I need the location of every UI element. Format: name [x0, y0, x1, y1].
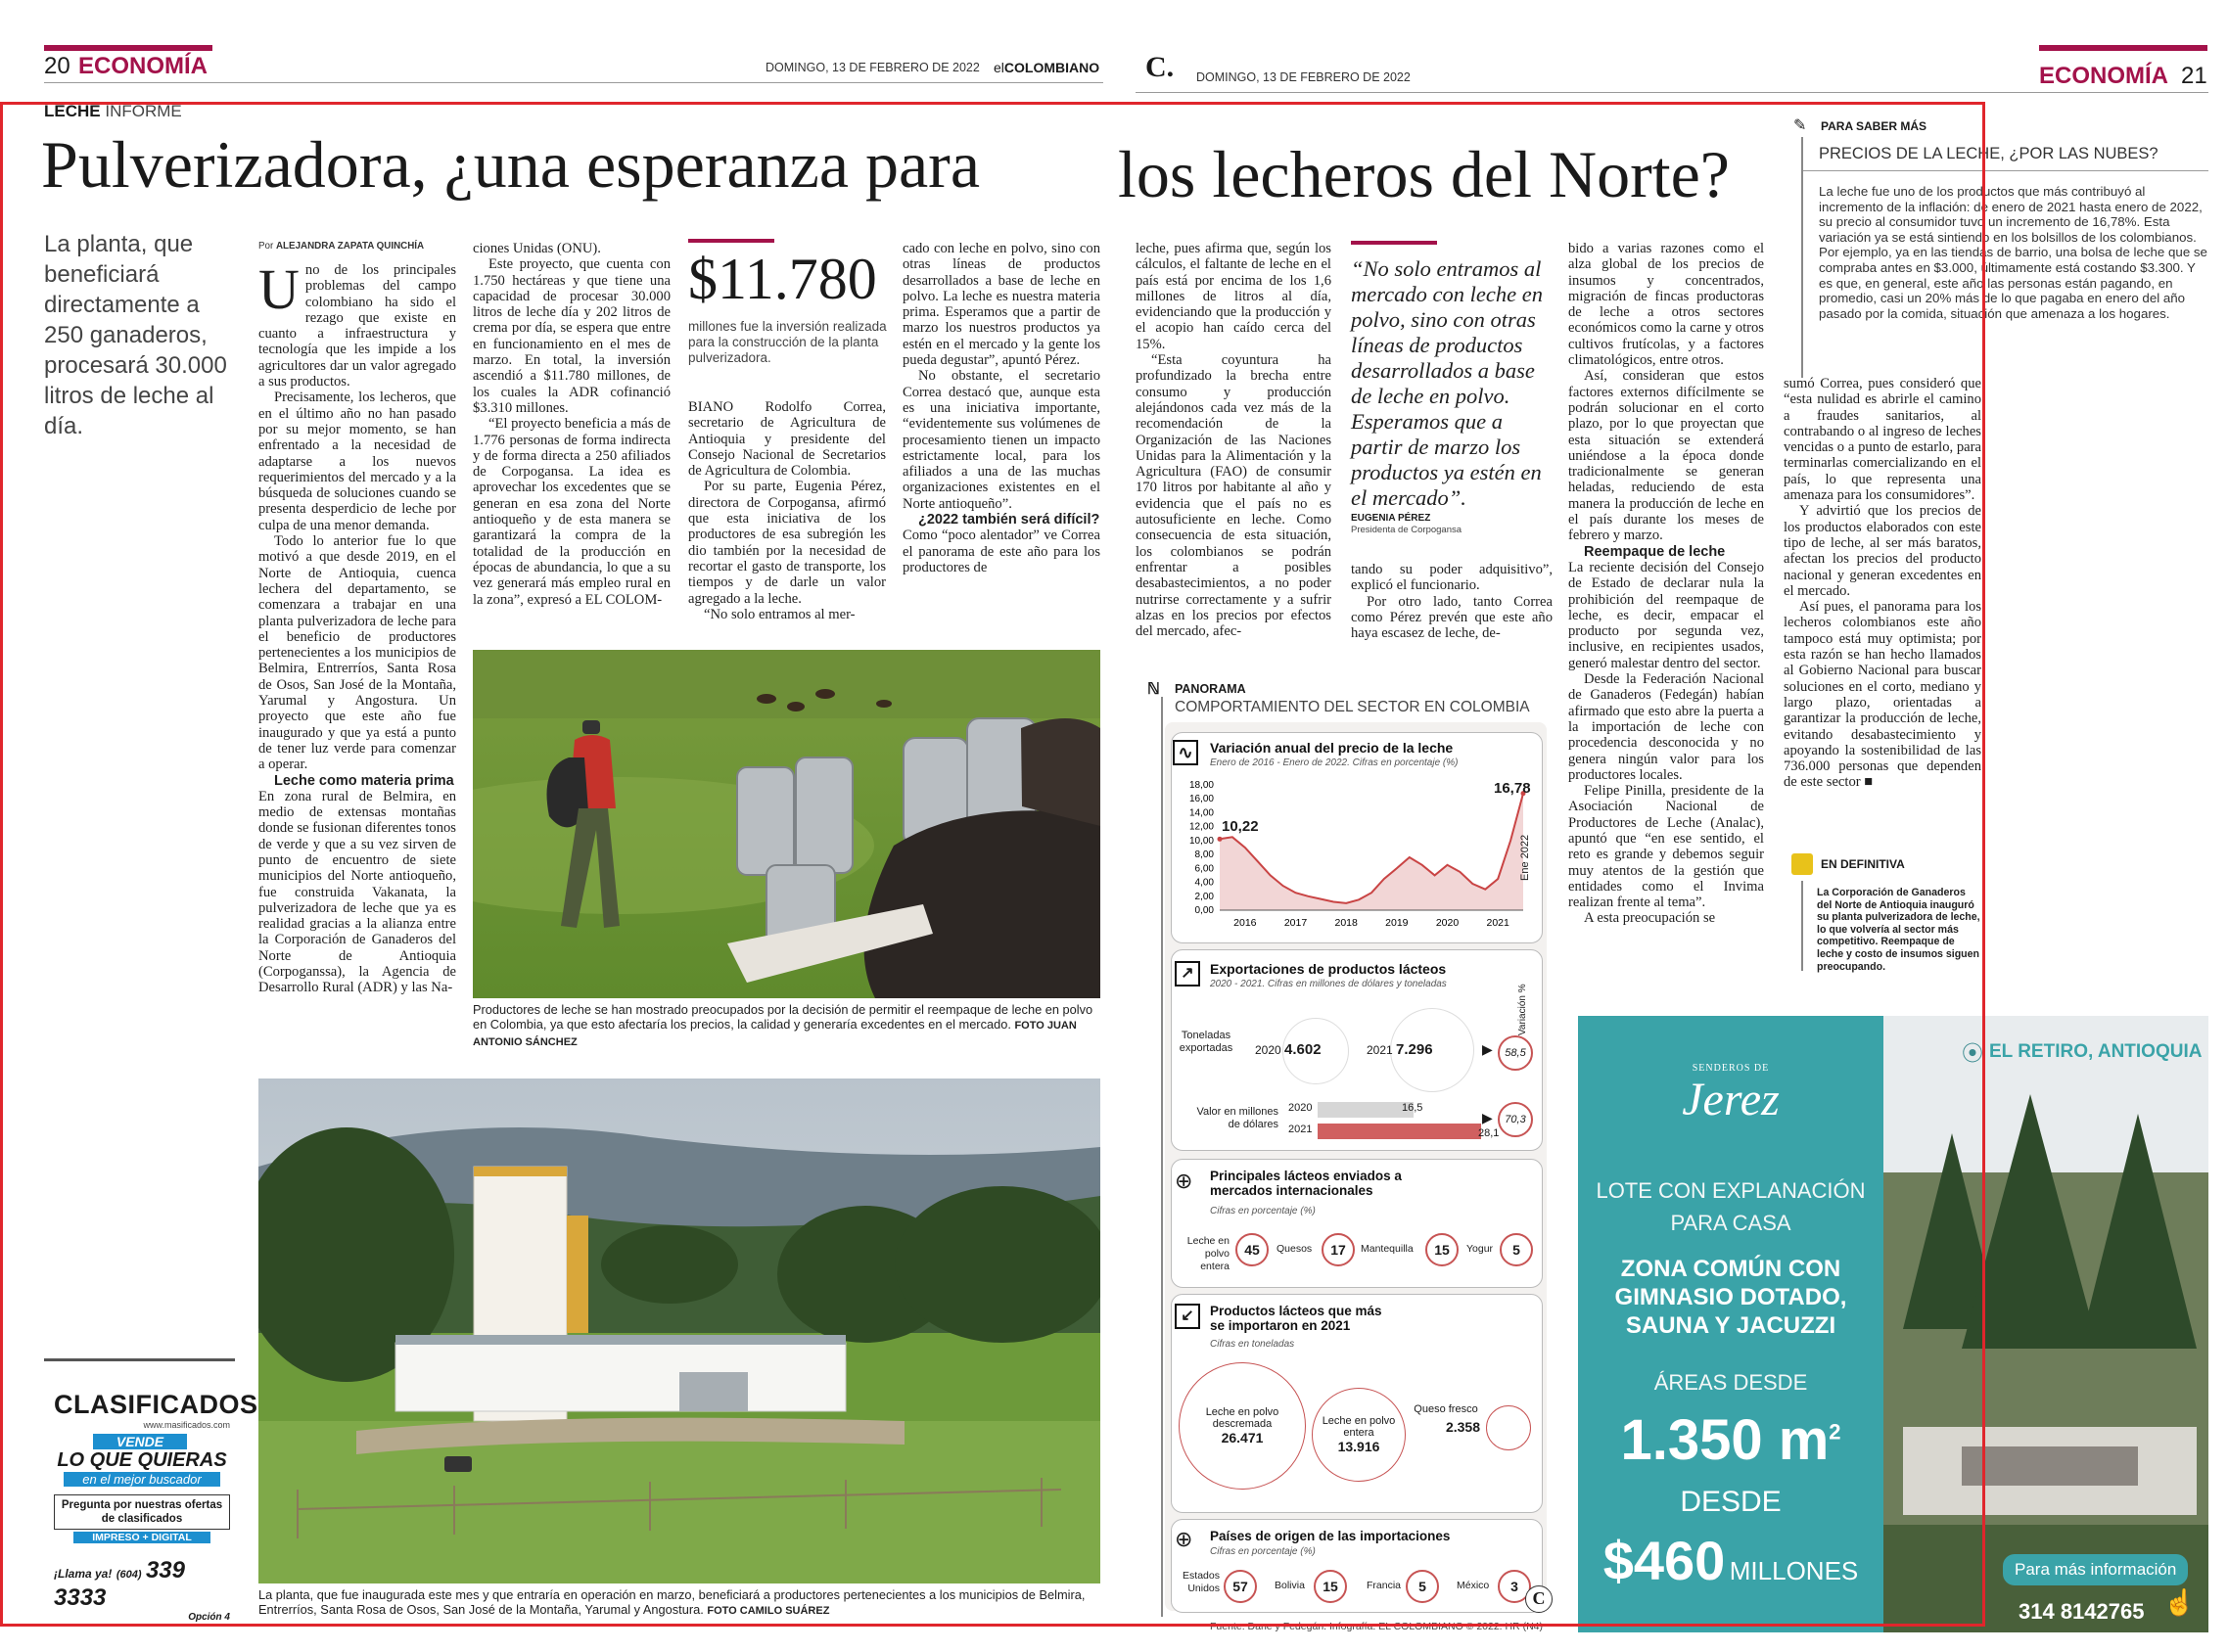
subhead-reempaque: Reempaque de leche: [1584, 543, 1726, 560]
right-logo: C.: [1145, 51, 1175, 83]
y-tick-label: 0,00: [1194, 905, 1214, 916]
figure-box-value: $11.780: [688, 247, 877, 311]
column-6: tando su poder adquisitivo”, explicó el funcionario. Por otro lado, tanto Correa como Pérez prevén que este año haya escasez de leche, de-: [1351, 562, 1553, 642]
right-section-name: ECONOMÍA: [2039, 63, 2168, 89]
kicker: LECHE INFORME: [44, 102, 182, 120]
photo2-caption: La planta, que fue inaugurada este mes y que entraría en operación en marzo, beneficiará a productores pertenecientes a los municipios de Belmira, Entrerríos, Santa Rosa de Osos, San José de la Montaña, Yarumal y Angostura. FOTO CAMILO SUÁREZ: [258, 1587, 1086, 1617]
y-tick-label: 14,00: [1188, 807, 1214, 819]
origin-value-4: 3: [1498, 1570, 1531, 1603]
y-tick-label: 6,00: [1194, 863, 1214, 875]
ad-areas: ÁREAS DESDE: [1653, 1370, 1808, 1395]
import-bubble-1: Leche en polvo descremada 26.471: [1179, 1362, 1306, 1490]
exports-subtitle: 2020 - 2021. Cifras en millones de dólares y toneladas: [1210, 979, 1447, 989]
column-7: bido a varias razones como el alza global de los precios de insumos y concentrados, migración de fincas productoras de leche a otros sectores económicos como la carne y otros cultivos frutícolas, y a factores climatológicos, entre otros. Así, consideran que estos factores externos difícilmente se podrán solucionar en el corto plazo, por lo que proyectan que esta situación se extenderá uniéndose a la época donde tradicionalmente se generan heladas, reduciendo de esta manera la producción de leche en el país durante los meses de febrero y marzo. Reempaque de leche La reciente decisión del Consejo de Estado de declarar nula la prohibición del reempaque de leche, es decir, empacar el producto por segunda vez, inclusive, en recipientes usados, generó malestar dentro del sector. Desde la Federación Nacional de Ganaderos (Fedegán) habían afirmado que esto abre la puerta a la importación de leche con procedencia desconocida y no genera ningún valor para los productores locales. Felipe Pinilla, presidente de la Asociación Nacional de Productores de Leche (Analac), apuntó que “en ese sentido, el reto es grande y debemos seguir muy atentos de la gestión que entidades como el Invima realizan frente al tema”. A esta preocupación se: [1568, 241, 1764, 927]
origin-label-4: México: [1457, 1580, 1490, 1591]
pullquote-name: EUGENIA PÉREZ: [1351, 513, 1431, 524]
exports-title: Exportaciones de productos lácteos: [1210, 961, 1447, 977]
y-tick-label: 4,00: [1194, 877, 1214, 889]
export-arrow-icon: ↗: [1175, 961, 1200, 987]
origin-label-1: Estados Unidos: [1183, 1570, 1220, 1594]
clasificados-phone: 339 3333: [54, 1557, 185, 1611]
origin-value-2: 15: [1314, 1570, 1347, 1603]
definitiva-icon: [1791, 853, 1813, 875]
saber-title: PRECIOS DE LA LECHE, ¿POR LAS NUBES?: [1819, 145, 2158, 162]
saber-kicker: PARA SABER MÁS: [1821, 119, 1927, 133]
clasificados-rule: [44, 1358, 235, 1361]
deck: La planta, que beneficiará directamente a 250 ganaderos, procesará 30.000 litros de leche al día.: [44, 231, 227, 439]
chart-label-start: 10,22: [1222, 818, 1259, 835]
data-point: [1218, 837, 1223, 842]
ad-price: $460 MILLONES: [1602, 1530, 1859, 1591]
ad-phone[interactable]: 314 8142765: [2019, 1599, 2145, 1624]
y-tick-label: 18,00: [1188, 780, 1214, 791]
x-tick-label: 2020: [1435, 917, 1460, 929]
usd-2020: 16,5: [1402, 1102, 1423, 1114]
x-tick-label: 2019: [1385, 917, 1409, 929]
pullquote-role: Presidenta de Corpogansa: [1351, 525, 1462, 535]
chart-subtitle: Enero de 2016 - Enero de 2022. Cifras en porcentaje (%): [1210, 757, 1459, 768]
dest-value-2: 17: [1322, 1233, 1355, 1266]
location-pin-icon: ⦿: [1962, 1041, 1984, 1066]
ad-area-value: 1.350 $m^2$: [1620, 1408, 1841, 1472]
clasificados-logo: CLASIFICADOS: [54, 1390, 258, 1419]
globe-icon-2: ⊕: [1175, 1527, 1193, 1551]
origins-subtitle: Cifras en porcentaje (%): [1210, 1546, 1316, 1557]
dest-label-3: Mantequilla: [1361, 1243, 1414, 1255]
origin-label-3: Francia: [1367, 1580, 1402, 1591]
imports-title: Productos lácteos que más se importaron en 2021: [1210, 1304, 1382, 1333]
ad-brand-small: SENDEROS DE: [1692, 1063, 1770, 1074]
column-3: BIANO Rodolfo Correa, secretario de Agricultura de Antioquia y presidente del Consejo Nacional de Secretarios de Agricultura de Colombia. Por su parte, Eugenia Pérez, directora de Corpogansa, afirmó que esta iniciativa de los productores de esa subregión les dio también por la necesidad de recortar el gasto de transporte, los tiempos y de darle un valor agregado a la leche. “No solo entramos al mer-: [688, 399, 886, 622]
x-tick-label: 2021: [1486, 917, 1509, 929]
headline-left: Pulverizadora, ¿una esperanza para: [41, 127, 981, 202]
import-arrow-icon: ↙: [1175, 1304, 1200, 1329]
definitiva-kicker: EN DEFINITIVA: [1821, 857, 1905, 871]
tons-variation: 58,5: [1498, 1035, 1533, 1071]
left-page-number: 20: [44, 53, 70, 79]
clasificados-ad[interactable]: CLASIFICADOS www.masificados.com VENDE LO QUE QUIERAS en el mejor buscador Pregunta por nuestras ofertas de clasificados IMPRESO + DIGITAL ¡Llama ya! (604) 339 3333 Opción 4: [54, 1390, 258, 1623]
usd-2021: 28,1: [1478, 1127, 1500, 1139]
subhead-2022: ¿2022 también será difícil?: [918, 512, 1100, 528]
x-tick-label: 2016: [1233, 917, 1257, 929]
panorama-kicker: PANORAMA: [1175, 682, 1246, 696]
x-tick-label: 2017: [1283, 917, 1308, 929]
panorama-icon: ℕ: [1147, 681, 1160, 698]
usd-arrow-icon: ▶: [1482, 1110, 1493, 1125]
dest-subtitle: Cifras en porcentaje (%): [1210, 1206, 1316, 1216]
colombiano-logo-icon: C: [1525, 1585, 1553, 1613]
byline: Por ALEJANDRA ZAPATA QUINCHÍA: [258, 241, 425, 252]
usd-2020-year: 2020: [1288, 1102, 1313, 1114]
definitiva-body: La Corporación de Ganaderos del Norte de Antioquia inauguró su planta pulverizadora de leche, lo que volvería al sector más competitivo. Reempaque de leche y costo de insumos siguen preocupando.: [1817, 887, 1980, 973]
y-tick-label: 8,00: [1194, 849, 1214, 861]
right-page-number: 21: [2181, 63, 2207, 89]
tons-2020: 2020 4.602: [1255, 1041, 1322, 1058]
ad-photo: [1883, 1016, 2208, 1632]
x-tick-label: 2018: [1334, 917, 1358, 929]
real-estate-ad[interactable]: [1578, 1016, 2208, 1632]
left-page-date: DOMINGO, 13 DE FEBRERO DE 2022: [766, 61, 980, 74]
column-4: cado con leche en polvo, sino con otras líneas de productos desarrollados a base de leche en polvo. La leche es nuestra materia prima. Esperamos que a partir de marzo los nuestros productos ya estén en el mercado y la gente los pueda degustar”, apuntó Pérez. No obstante, el secretario Correa destacó que, aunque esta es una iniciativa importante, “evidentemente sus volúmenes de procesamiento tienen un impacto estrictamente local, para los afiliados a una de las muchas organizaciones existentes en el Norte antioqueño”. ¿2022 también será difícil? Como “poco alentador” ve Correa el panorama de este año para los productores de: [903, 241, 1100, 575]
left-section-bar: [44, 45, 212, 51]
import-value-3: 2.358: [1445, 1419, 1480, 1435]
right-section-bar: [2039, 45, 2207, 51]
tons-arrow-icon: ▶: [1482, 1041, 1493, 1057]
import-bubble-3: [1486, 1405, 1531, 1450]
ad-desde: DESDE: [1680, 1486, 1782, 1518]
saber-icon: ✎: [1793, 117, 1807, 134]
imports-subtitle: Cifras en toneladas: [1210, 1339, 1295, 1350]
usd-2021-year: 2021: [1288, 1124, 1313, 1135]
chart-label-end: 16,78: [1494, 780, 1531, 797]
subhead-materia-prima: Leche como materia prima: [274, 772, 454, 789]
panorama-title: COMPORTAMIENTO DEL SECTOR EN COLOMBIA: [1175, 699, 1530, 715]
usd-2020-bar: [1318, 1102, 1414, 1118]
infographic-source: Fuente: Dane y Fedegán. Infografía: EL COLOMBIANO © 2022. HR (N4): [1210, 1621, 1544, 1632]
figure-box-bar: [688, 239, 774, 243]
y-tick-label: 16,00: [1188, 794, 1214, 805]
import-label-3: Queso fresco: [1414, 1403, 1478, 1415]
origin-value-3: 5: [1406, 1570, 1439, 1603]
ad-line2: ZONA COMÚN CON GIMNASIO DOTADO, SAUNA Y JACUZZI: [1614, 1256, 1847, 1339]
chart-title: Variación anual del precio de la leche: [1210, 740, 1454, 756]
pullquote: “No solo entramos al mercado con leche en polvo, sino con otras líneas de productos desarrollados a base de leche en polvo. Esperamos que a partir de marzo los productos ya estén en el mercado”.: [1351, 256, 1543, 510]
tons-2021: 2021 7.296: [1367, 1041, 1433, 1058]
dest-value-3: 15: [1425, 1233, 1459, 1266]
y-tick-label: 2,00: [1194, 891, 1214, 902]
dest-label-1: Leche en polvo entera: [1186, 1235, 1230, 1272]
usd-2021-bar: [1318, 1124, 1481, 1139]
photo1-caption: Productores de leche se han mostrado preocupados por la decisión de permitir el reempaque de leche en polvo en Colombia, ya que esto afectaría los precios, la calidad y generaría excedentes en el mercado. FOTO JUAN ANTONIO SÁNCHEZ: [473, 1002, 1093, 1048]
left-section-name: ECONOMÍA: [78, 53, 208, 79]
tons-label: Toneladas exportadas: [1179, 1030, 1233, 1054]
drop-cap: U: [258, 257, 300, 321]
usd-variation: 70,3: [1498, 1102, 1533, 1137]
globe-icon: ⊕: [1175, 1169, 1193, 1193]
photo-milk-plant: [258, 1078, 1100, 1583]
milk-price-chart: [1171, 773, 1541, 940]
column-1: Uno de los principales problemas del campo colombiano ha sido el rezago que existe en cuanto a infraestructura y tecnología que les impide a los agricultores dar un valor agregado a sus productos. Precisamente, los lecheros, que en el último año no han pasado por su mejor momento, se han enfrentado a la necesidad de adaptarse a los nuevos requerimientos del mercado y a la búsqueda de soluciones cuando se presenta desperdicio de leche por culpa de una menor demanda. Todo lo anterior fue lo que motivó a que desde 2019, en el Norte de Antioquia, cuenca lechera del departamento, se comenzara a trabajar en una planta pulverizadora de leche para el beneficio de productores pertenecientes a los municipios de Belmira, Entrerríos, Santa Rosa de Osos, San José de la Montaña, Yarumal y Angostura. Un proyecto que este año fue inaugurado y que ya está a punto de tener luz verde para comenzar a operar. Leche como materia prima En zona rural de Belmira, en medio de extensas montañas donde se fusionan diferentes tonos de verde y que a su vez sirven de punto de encuentro de siete municipios del Norte antioqueño, fue construida Vakanata, la pulverizadora de leche que ya es realidad gracias a la alianza entre la Corporación de Ganaderos del Norte de Antioquia (Corpoganssa), la Agencia de Desarrollo Rural (ADR) y las Na-: [258, 257, 456, 996]
chart-end-label: Ene 2022: [1519, 834, 1531, 881]
column-8: sumó Correa, pues consideró que “esta nulidad es abrirle el camino a fraudes sanitarios, al contrabando o al ingreso de leches vencidas o a punto de estarlo, para terminarlas comercializando en el país, lo que representa una amenaza para los consumidores”. Y advirtió que los precios de los productos elaborados con este tipo de leche, al ser más baratos, afectan los precios del producto nacional y generan excedentes en el mercado. Así pues, el panorama para los lecheros colombianos este año tampoco está muy optimista; por esta razón se han hecho llamados al Gobierno Nacional para buscar soluciones en el corto, mediano y largo plazo, orientadas a garantizar la producción de leche, evitando desabastecimiento y apoyando la sostenibilidad de las 736.000 personas que dependen de este sector ■: [1784, 376, 1981, 791]
left-masthead: elCOLOMBIANO: [994, 60, 1100, 75]
dest-title: Principales lácteos enviados a mercados internacionales: [1210, 1169, 1402, 1198]
ad-cta-button[interactable]: Para más información: [2003, 1554, 2188, 1585]
trend-icon: ∿: [1173, 740, 1198, 765]
dest-label-2: Quesos: [1276, 1243, 1313, 1255]
figure-box-desc: millones fue la inversión realizada para la construcción de la planta pulverizadora.: [688, 319, 887, 365]
saber-vertical-rule: [1801, 137, 1803, 378]
origin-label-2: Bolivia: [1275, 1580, 1305, 1591]
y-tick-label: 10,00: [1188, 835, 1214, 847]
right-page-date: DOMINGO, 13 DE FEBRERO DE 2022: [1196, 70, 1411, 84]
usd-label: Valor en millones de dólares: [1196, 1106, 1278, 1130]
column-5: leche, pues afirma que, según los cálculos, el faltante de leche en el país está por encima de los 1,6 millones de litros al día, evidenciando que la producción y el acopio han caído cerca del 15%. “Esta coyuntura ha profundizado la brecha entre consumo y producción alejándonos cada vez más de la recomendación de la Organización de las Naciones Unidas para la Alimentación y la Agricultura (FAO) de consumir 170 litros por habitante al año y evidencia que el país no es autosuficiente en leche. Como consecuencia de esta situación, los colombianos se podrán enfrentar a posibles desabastecimientos, a no poder nutrirse correctamente y a sufrir alzas en los precios por efectos del mercado, afec-: [1136, 241, 1331, 640]
panorama-vertical-rule: [1161, 697, 1163, 1617]
left-header-rule: [44, 82, 1103, 83]
dest-label-4: Yogur: [1466, 1243, 1494, 1255]
definitiva-rule: [1801, 881, 1803, 971]
origins-title: Países de origen de las importaciones: [1210, 1529, 1451, 1543]
ad-location: EL RETIRO, ANTIOQUIA: [1989, 1041, 2203, 1062]
dest-value-4: 5: [1500, 1233, 1533, 1266]
dest-value-1: 45: [1235, 1233, 1269, 1266]
pullquote-bar: [1351, 241, 1437, 245]
ad-brand: Jerez: [1682, 1074, 1780, 1125]
origin-value-1: 57: [1224, 1570, 1257, 1603]
saber-title-rule: [1803, 170, 2208, 171]
y-tick-label: 12,00: [1188, 821, 1214, 833]
saber-body: La leche fue uno de los productos que más contribuyó al incremento de la inflación: de enero de 2021 hasta enero de 2022, su precio al consumidor tuvo un incremento de 16,78%. Esta variación ya se está sintiendo en los bolsillos de los colombianos. Por ejemplo, ya en las tiendas de barrio, una bolsa de leche que se compraba antes en $3.000, últimamente está costando $3.300. Y es que, en general, este año las personas están pagando, en promedio, casi un 20% más de lo que pagaba en enero del año pasado por la comida, situación que amenaza a los hogares.: [1819, 184, 2207, 321]
variation-label: Variación %: [1517, 984, 1528, 1035]
column-2: ciones Unidas (ONU). Este proyecto, que cuenta con 1.750 hectáreas y que tiene una capacidad de procesar 30.000 litros de leche día y 202 litros de crema por día, se espera que entre en funcionamiento en el mes de marzo. En total, la inversión ascendió a $11.780 millones, de los cuales la ADR cofinanció $3.310 millones. “El proyecto beneficia a más de 1.776 personas de forma indirecta y de forma directa a 250 afiliados de Corpogansa. La idea es aprovechar los excedentes que se generan en esa zona del Norte antioqueño y de esta manera se garantizará la compra de la totalidad de la producción en épocas de abundancia, lo que a su vez generará más empleo rural en la zona”, expresó a EL COLOM-: [473, 241, 671, 608]
import-bubble-2: Leche en polvo entera 13.916: [1312, 1388, 1406, 1482]
ad-line1: LOTE CON EXPLANACIÓN PARA CASA: [1596, 1178, 1866, 1235]
cursor-hand-icon: ☝: [2163, 1587, 2196, 1617]
headline-right: los lecheros del Norte?: [1118, 137, 1730, 211]
right-header-rule: [1136, 92, 2208, 93]
photo-farmer-milk-cans: [473, 650, 1100, 998]
